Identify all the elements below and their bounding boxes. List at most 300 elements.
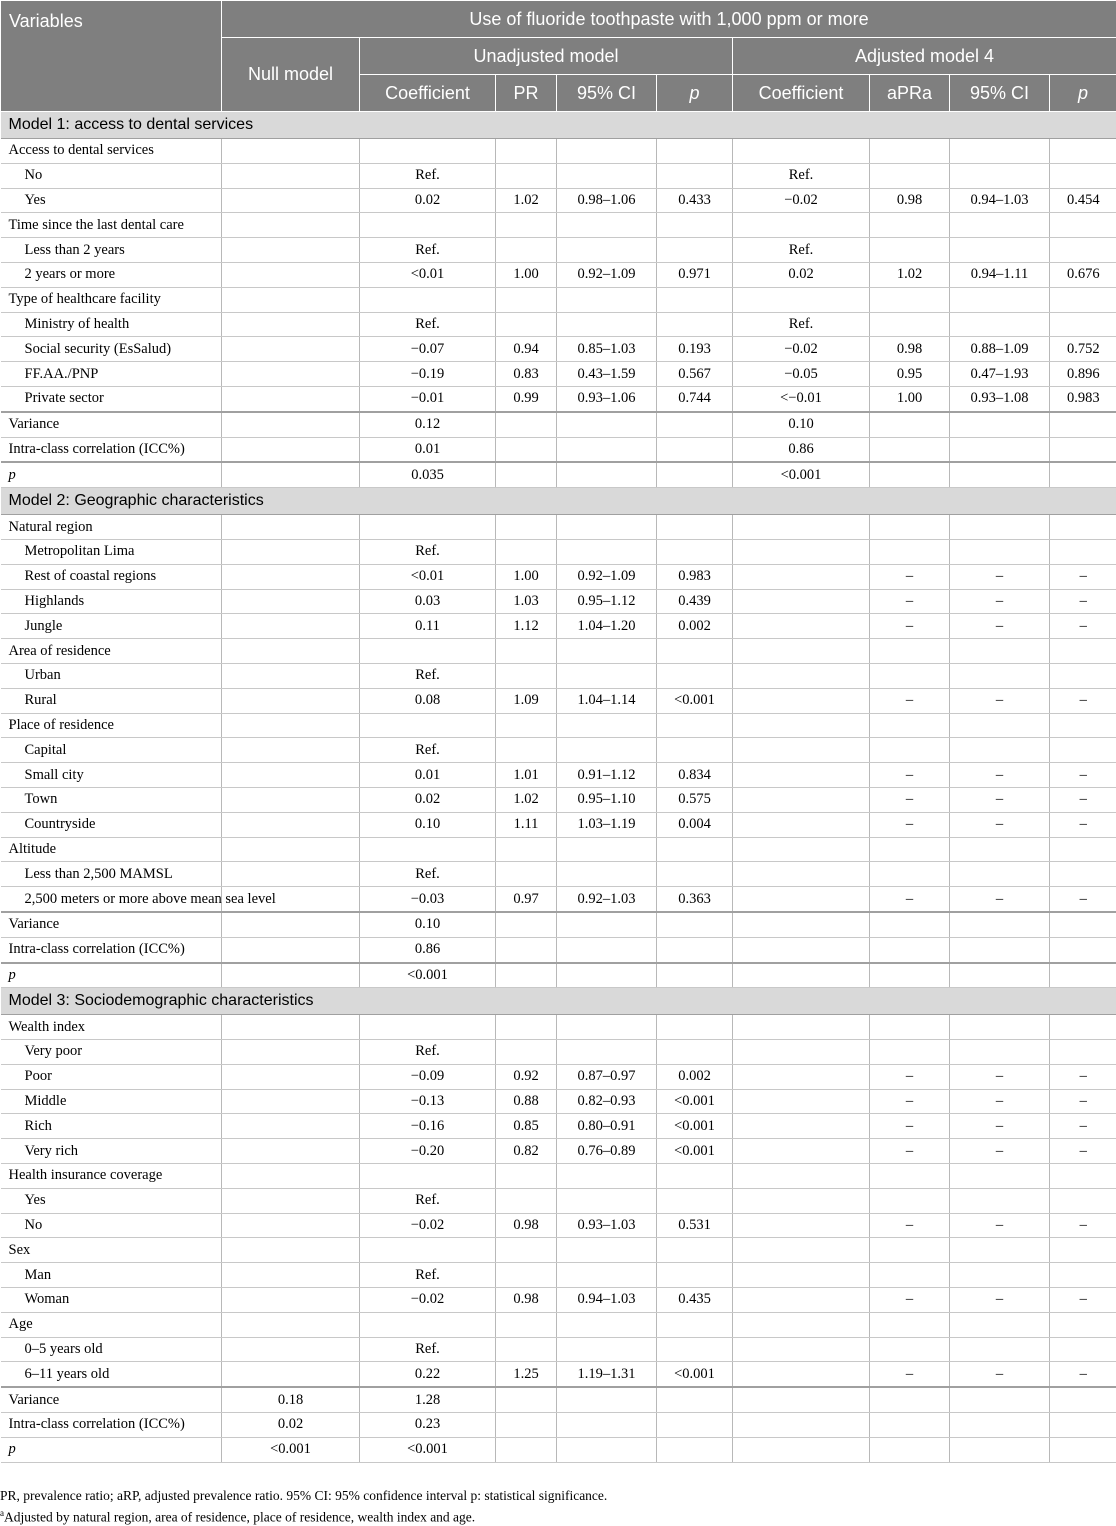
table-cell: [496, 1387, 557, 1412]
table-cell: 0.92: [496, 1064, 557, 1089]
table-cell: [870, 1337, 950, 1362]
table-cell: [557, 1263, 657, 1288]
row-label: No: [1, 163, 222, 188]
table-row: [1, 912, 1116, 937]
table-cell: [1050, 238, 1116, 263]
table-cell: [1050, 1387, 1116, 1412]
table-cell: –: [870, 1089, 950, 1114]
table-cell: [870, 1040, 950, 1065]
table-cell: –: [870, 589, 950, 614]
table-row: [1, 1089, 1116, 1114]
row-label: Very rich: [1, 1139, 222, 1164]
table-cell: 0.98: [870, 337, 950, 362]
table-cell: [222, 213, 360, 238]
table-cell: [950, 462, 1050, 487]
table-cell: [1050, 412, 1116, 437]
table-cell: [733, 1312, 870, 1337]
table-row: [1, 837, 1116, 862]
table-cell: [733, 1164, 870, 1189]
table-cell: [557, 1238, 657, 1263]
footnote-adjustment-text: Adjusted by natural region, area of residence, place of residence, wealth index and age.: [4, 1510, 475, 1525]
table-cell: [557, 412, 657, 437]
table-row: [1, 564, 1116, 589]
table-header: [1, 1, 1116, 112]
table-cell: [870, 738, 950, 763]
row-label: Yes: [1, 188, 222, 213]
table-cell: –: [950, 688, 1050, 713]
table-cell: [870, 1188, 950, 1213]
table-cell: [733, 1064, 870, 1089]
table-cell: –: [870, 1139, 950, 1164]
table-cell: 0.02: [360, 787, 496, 812]
table-cell: –: [870, 1114, 950, 1139]
table-cell: Ref.: [360, 1337, 496, 1362]
table-cell: 0.10: [360, 912, 496, 937]
row-label: p: [1, 462, 222, 487]
table-cell: –: [1050, 812, 1116, 837]
table-cell: Ref.: [360, 663, 496, 688]
table-cell: [950, 912, 1050, 937]
table-row: [1, 1288, 1116, 1313]
table-row: [1, 238, 1116, 263]
table-cell: [870, 937, 950, 962]
table-cell: [557, 1015, 657, 1040]
table-cell: [496, 1337, 557, 1362]
table-cell: –: [870, 1288, 950, 1313]
table-row: [1, 412, 1116, 437]
table-cell: [657, 713, 733, 738]
variables-header: Variables: [1, 1, 222, 112]
row-label: 2,500 meters or more above mean sea level: [1, 887, 222, 912]
table-cell: [733, 213, 870, 238]
section-title: Model 1: access to dental services: [1, 112, 1116, 139]
table-cell: [360, 713, 496, 738]
table-cell: –: [870, 763, 950, 788]
row-label: Small city: [1, 763, 222, 788]
table-cell: [950, 937, 1050, 962]
table-cell: [950, 539, 1050, 564]
row-label: Age: [1, 1312, 222, 1337]
table-cell: [733, 1362, 870, 1387]
table-cell: 0.454: [1050, 188, 1116, 213]
table-cell: 0.193: [657, 337, 733, 362]
table-cell: 1.28: [360, 1387, 496, 1412]
table-cell: [870, 837, 950, 862]
table-cell: <0.001: [222, 1437, 360, 1462]
table-cell: [870, 213, 950, 238]
table-row: [1, 1413, 1116, 1438]
table-cell: <0.001: [657, 1362, 733, 1387]
table-row: [1, 1362, 1116, 1387]
table-cell: [1050, 1337, 1116, 1362]
table-cell: –: [950, 589, 1050, 614]
table-cell: [1050, 1238, 1116, 1263]
table-cell: [870, 1387, 950, 1412]
table-cell: [950, 238, 1050, 263]
table-cell: −0.07: [360, 337, 496, 362]
table-cell: 1.03–1.19: [557, 812, 657, 837]
section-title: Model 2: Geographic characteristics: [1, 488, 1116, 515]
table-row: [1, 1139, 1116, 1164]
table-cell: [1050, 312, 1116, 337]
table-cell: [733, 963, 870, 988]
table-cell: [557, 1413, 657, 1438]
table-cell: [496, 1263, 557, 1288]
row-label: Yes: [1, 1188, 222, 1213]
table-cell: [733, 1213, 870, 1238]
table-cell: 0.575: [657, 787, 733, 812]
table-cell: [870, 639, 950, 664]
table-cell: 0.87–0.97: [557, 1064, 657, 1089]
table-cell: [950, 163, 1050, 188]
table-cell: [557, 937, 657, 962]
table-cell: [1050, 1413, 1116, 1438]
table-cell: [733, 763, 870, 788]
table-cell: –: [1050, 1288, 1116, 1313]
table-cell: [950, 1387, 1050, 1412]
table-row: [1, 462, 1116, 487]
table-cell: 0.91–1.12: [557, 763, 657, 788]
table-cell: [360, 1312, 496, 1337]
table-cell: [950, 1263, 1050, 1288]
table-cell: [222, 912, 360, 937]
table-row: [1, 614, 1116, 639]
table-row: [1, 539, 1116, 564]
table-cell: 0.94: [496, 337, 557, 362]
table-cell: [950, 663, 1050, 688]
table-cell: –: [870, 887, 950, 912]
apr-header: aPRa: [870, 75, 950, 112]
table-cell: –: [1050, 614, 1116, 639]
table-cell: [870, 1413, 950, 1438]
coefficient-header: Coefficient: [360, 75, 496, 112]
table-cell: 1.01: [496, 763, 557, 788]
row-label: Town: [1, 787, 222, 812]
table-cell: [557, 539, 657, 564]
table-cell: [950, 1015, 1050, 1040]
row-label: Place of residence: [1, 713, 222, 738]
table-cell: [222, 1139, 360, 1164]
table-cell: [870, 912, 950, 937]
table-cell: –: [870, 812, 950, 837]
table-row: [1, 437, 1116, 462]
row-label: Rich: [1, 1114, 222, 1139]
table-cell: –: [1050, 688, 1116, 713]
table-cell: [222, 763, 360, 788]
table-cell: [733, 937, 870, 962]
table-cell: [733, 862, 870, 887]
table-cell: [1050, 213, 1116, 238]
table-cell: [1050, 539, 1116, 564]
table-row: [1, 1263, 1116, 1288]
table-cell: [557, 713, 657, 738]
table-cell: 0.97: [496, 887, 557, 912]
table-cell: [733, 787, 870, 812]
table-cell: 0.567: [657, 362, 733, 387]
table-cell: [733, 287, 870, 312]
row-label: Countryside: [1, 812, 222, 837]
table-row: [1, 362, 1116, 387]
table-cell: [657, 163, 733, 188]
table-cell: [1050, 515, 1116, 540]
table-cell: [1050, 963, 1116, 988]
table-cell: 0.86: [360, 937, 496, 962]
table-cell: 0.94–1.03: [950, 188, 1050, 213]
table-cell: [496, 862, 557, 887]
row-label: Very poor: [1, 1040, 222, 1065]
table-cell: [496, 287, 557, 312]
table-cell: Ref.: [360, 1263, 496, 1288]
table-cell: [733, 887, 870, 912]
table-cell: [557, 139, 657, 164]
footnote-adjustment: [0, 1508, 475, 1526]
table-cell: [657, 738, 733, 763]
table-cell: [222, 262, 360, 287]
table-cell: [950, 515, 1050, 540]
table-cell: [222, 1164, 360, 1189]
row-label: Middle: [1, 1089, 222, 1114]
table-cell: [733, 1015, 870, 1040]
table-cell: –: [950, 1064, 1050, 1089]
table-row: [1, 188, 1116, 213]
table-cell: 0.82–0.93: [557, 1089, 657, 1114]
row-label: Less than 2,500 MAMSL: [1, 862, 222, 887]
table-cell: [496, 462, 557, 487]
row-label: Type of healthcare facility: [1, 287, 222, 312]
table-cell: [1050, 163, 1116, 188]
row-label: FF.AA./PNP: [1, 362, 222, 387]
table-cell: Ref.: [360, 238, 496, 263]
table-cell: <0.001: [657, 1139, 733, 1164]
table-cell: Ref.: [360, 1040, 496, 1065]
table-cell: [657, 1337, 733, 1362]
table-cell: [870, 1263, 950, 1288]
table-cell: [557, 1337, 657, 1362]
table-row: [1, 1312, 1116, 1337]
section-header-row: [1, 488, 1116, 515]
table-cell: [657, 912, 733, 937]
table-cell: 0.10: [360, 812, 496, 837]
table-row: [1, 287, 1116, 312]
row-label: Social security (EsSalud): [1, 337, 222, 362]
table-cell: [222, 738, 360, 763]
table-cell: 0.82: [496, 1139, 557, 1164]
table-cell: [657, 862, 733, 887]
table-row: [1, 1188, 1116, 1213]
table-cell: [657, 312, 733, 337]
table-cell: 0.896: [1050, 362, 1116, 387]
table-cell: −0.19: [360, 362, 496, 387]
table-cell: 0.971: [657, 262, 733, 287]
table-row: [1, 1015, 1116, 1040]
table-row: [1, 713, 1116, 738]
table-cell: 0.12: [360, 412, 496, 437]
table-cell: 0.92–1.09: [557, 262, 657, 287]
table-cell: [950, 1437, 1050, 1462]
table-cell: [950, 862, 1050, 887]
table-cell: [496, 238, 557, 263]
table-cell: 0.99: [496, 386, 557, 411]
table-cell: Ref.: [360, 738, 496, 763]
table-cell: –: [950, 1139, 1050, 1164]
table-cell: [870, 713, 950, 738]
table-cell: [360, 639, 496, 664]
table-cell: [496, 639, 557, 664]
table-cell: 0.98: [870, 188, 950, 213]
table-cell: 0.363: [657, 887, 733, 912]
table-cell: [870, 663, 950, 688]
table-cell: –: [1050, 1114, 1116, 1139]
table-row: [1, 515, 1116, 540]
row-label: 0–5 years old: [1, 1337, 222, 1362]
table-cell: [657, 1413, 733, 1438]
table-cell: [870, 1164, 950, 1189]
table-row: [1, 887, 1116, 912]
table-cell: [557, 437, 657, 462]
footnote-marker: a: [0, 1508, 4, 1518]
table-cell: 0.22: [360, 1362, 496, 1387]
table-cell: 0.834: [657, 763, 733, 788]
table-cell: 1.25: [496, 1362, 557, 1387]
table-row: [1, 1437, 1116, 1462]
table-cell: [870, 287, 950, 312]
table-row: [1, 163, 1116, 188]
table-cell: 0.03: [360, 589, 496, 614]
table-cell: [870, 139, 950, 164]
table-cell: [870, 238, 950, 263]
section-title: Model 3: Sociodemographic characteristics: [1, 988, 1116, 1015]
table-row: [1, 688, 1116, 713]
table-cell: [733, 912, 870, 937]
table-cell: [870, 1015, 950, 1040]
table-cell: [222, 639, 360, 664]
table-row: [1, 963, 1116, 988]
table-cell: [950, 738, 1050, 763]
table-cell: [950, 312, 1050, 337]
table-cell: 0.80–0.91: [557, 1114, 657, 1139]
table-cell: <0.001: [360, 963, 496, 988]
table-cell: [950, 1188, 1050, 1213]
table-cell: –: [870, 1064, 950, 1089]
row-label: Sex: [1, 1238, 222, 1263]
table-cell: [222, 163, 360, 188]
table-cell: [222, 1362, 360, 1387]
table-cell: [496, 837, 557, 862]
table-cell: [557, 163, 657, 188]
table-cell: 0.98–1.06: [557, 188, 657, 213]
table-cell: [1050, 1164, 1116, 1189]
table-cell: [222, 1213, 360, 1238]
row-label: Intra-class correlation (ICC%): [1, 937, 222, 962]
table-cell: [733, 539, 870, 564]
table-cell: [557, 1437, 657, 1462]
table-cell: [557, 1387, 657, 1412]
table-cell: [950, 713, 1050, 738]
table-cell: [657, 437, 733, 462]
table-cell: [733, 837, 870, 862]
table-cell: 0.94–1.03: [557, 1288, 657, 1313]
table-row: [1, 1387, 1116, 1412]
table-cell: [222, 386, 360, 411]
table-row: [1, 1040, 1116, 1065]
table-cell: Ref.: [360, 312, 496, 337]
table-cell: [222, 238, 360, 263]
table-cell: [496, 1164, 557, 1189]
adjusted-model-header: Adjusted model 4: [733, 38, 1116, 75]
adj-coefficient-header: Coefficient: [733, 75, 870, 112]
table-cell: [950, 1312, 1050, 1337]
table-cell: 0.86: [733, 437, 870, 462]
table-cell: [496, 213, 557, 238]
table-cell: [496, 663, 557, 688]
row-label: Variance: [1, 912, 222, 937]
table-cell: [733, 139, 870, 164]
table-cell: –: [1050, 1362, 1116, 1387]
table-cell: [496, 1312, 557, 1337]
table-cell: [733, 1337, 870, 1362]
table-cell: 0.85–1.03: [557, 337, 657, 362]
table-cell: 0.92–1.09: [557, 564, 657, 589]
table-cell: [950, 213, 1050, 238]
table-cell: [557, 862, 657, 887]
table-cell: 0.18: [222, 1387, 360, 1412]
table-body: [1, 112, 1116, 1463]
table-cell: [870, 312, 950, 337]
table-cell: [222, 337, 360, 362]
table-cell: −0.20: [360, 1139, 496, 1164]
table-cell: [1050, 837, 1116, 862]
table-cell: 1.04–1.14: [557, 688, 657, 713]
table-cell: [870, 1312, 950, 1337]
table-cell: [657, 238, 733, 263]
row-label: Rest of coastal regions: [1, 564, 222, 589]
table-cell: Ref.: [733, 312, 870, 337]
table-cell: 0.983: [1050, 386, 1116, 411]
table-cell: [733, 614, 870, 639]
table-cell: [1050, 713, 1116, 738]
table-cell: 0.94–1.11: [950, 262, 1050, 287]
row-label: Urban: [1, 663, 222, 688]
table-cell: [557, 912, 657, 937]
table-cell: –: [950, 1288, 1050, 1313]
table-cell: [557, 1188, 657, 1213]
table-cell: [1050, 1312, 1116, 1337]
footnote-abbreviations: PR, prevalence ratio; aRP, adjusted prevalence ratio. 95% CI: 95% confidence interval p: statistical significance.: [0, 1488, 607, 1504]
table-cell: [222, 1114, 360, 1139]
table-cell: [360, 1238, 496, 1263]
table-cell: [557, 1040, 657, 1065]
table-cell: [950, 1337, 1050, 1362]
table-cell: [657, 639, 733, 664]
table-cell: 0.10: [733, 412, 870, 437]
table-cell: [222, 287, 360, 312]
table-cell: [496, 412, 557, 437]
row-label: Private sector: [1, 386, 222, 411]
table-cell: [657, 139, 733, 164]
table-cell: [733, 1238, 870, 1263]
table-cell: [1050, 1015, 1116, 1040]
table-cell: [222, 688, 360, 713]
table-cell: –: [1050, 1139, 1116, 1164]
table-cell: [657, 1238, 733, 1263]
table-cell: [1050, 139, 1116, 164]
table-cell: [1050, 862, 1116, 887]
table-cell: [657, 287, 733, 312]
row-label: Ministry of health: [1, 312, 222, 337]
table-cell: Ref.: [733, 238, 870, 263]
table-cell: [733, 1288, 870, 1313]
table-cell: 1.00: [870, 386, 950, 411]
